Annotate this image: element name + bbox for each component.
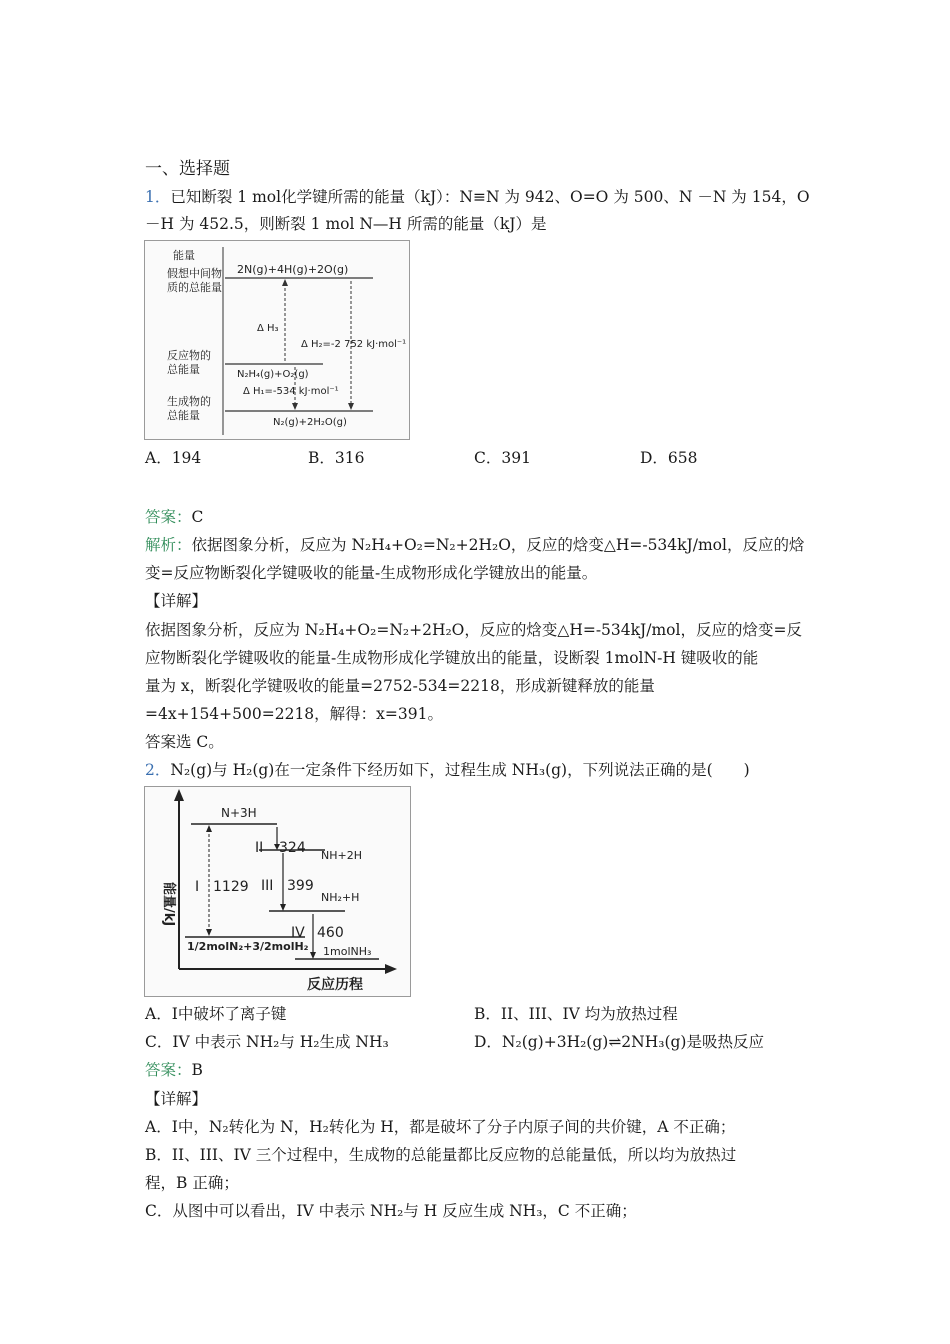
q1-detail-title: 【详解】: [145, 592, 208, 610]
q2-nh-species: NH+2H: [321, 849, 362, 862]
q1-mid-species: N₂H₄(g)+O₂(g): [237, 369, 309, 380]
q1-detail-line4: =4x+154+500=2218，解得：x=391。: [145, 705, 443, 723]
q1-detail-line1: 依据图象分析，反应为 N₂H₄+O₂=N₂+2H₂O，反应的焓变△H=-534kJ/mol，反应的焓变=反: [145, 621, 802, 639]
q2-option-a: A．I中破坏了离子键: [145, 1005, 287, 1023]
q1-left-label-2b: 总能量: [167, 363, 200, 376]
q1-analysis-line2: 变=反应物断裂化学键吸收的能量-生成物形成化学键放出的能量。: [145, 564, 598, 582]
q1-stem-line2: －H 为 452.5，则断裂 1 mol N—H 所需的能量（kJ）是: [145, 215, 547, 233]
q1-option-b: B．316: [308, 449, 365, 467]
q1-dh1-label: Δ H₁=-534 kJ·mol⁻¹: [243, 386, 339, 397]
q2-step2-value: 324: [279, 840, 306, 856]
q2-stem: 2．N₂(g)与 H₂(g)在一定条件下经历如下，过程生成 NH₃(g)，下列说法正确的是( ): [145, 761, 750, 779]
q2-nh2-species: NH₂+H: [321, 891, 360, 904]
q1-left-label-3b: 总能量: [167, 409, 200, 422]
q1-left-label-2a: 反应物的: [167, 349, 211, 362]
q1-y-label: 能量: [173, 249, 195, 262]
q2-step1-value: 1129: [213, 879, 249, 895]
q2-number: 2．: [145, 761, 171, 779]
q2-answer: 答案：B: [145, 1061, 203, 1079]
q2-detail-b2: 程，B 正确；: [145, 1174, 239, 1192]
q1-energy-diagram: [144, 240, 410, 440]
q2-step3-label: III: [261, 878, 274, 894]
q1-stem-line1: 1．已知断裂 1 mol化学键所需的能量（kJ）：N≡N 为 942、O=O 为 500、N －N 为 154，O: [145, 188, 810, 206]
q2-step3-value: 399: [287, 878, 314, 894]
q2-detail-a: A．I中，N₂转化为 N，H₂转化为 H，都是破坏了分子内原子间的共价键，A 不正确；: [145, 1118, 736, 1136]
q2-product-species: 1molNH₃: [323, 945, 372, 958]
q2-bottom-species: 1/2molN₂+3/2molH₂: [187, 940, 309, 953]
q2-option-d: D．N₂(g)+3H₂(g)⇌2NH₃(g)是吸热反应: [474, 1033, 764, 1051]
q1-answer: 答案：C: [145, 508, 204, 526]
q2-detail-c: C．从图中可以看出，IV 中表示 NH₂与 H 反应生成 NH₃，C 不正确；: [145, 1202, 637, 1220]
q2-step4-value: 460: [317, 925, 344, 941]
q1-option-d: D．658: [640, 449, 698, 467]
q1-left-label-1b: 质的总能量: [167, 281, 222, 294]
q1-detail-line5: 答案选 C。: [145, 733, 224, 751]
q1-top-species: 2N(g)+4H(g)+2O(g): [237, 263, 349, 276]
q1-detail-line3: 量为 x，断裂化学键吸收的能量=2752-534=2218，形成新键释放的能量: [145, 677, 655, 695]
q2-y-label: 能量/kJ: [161, 882, 176, 927]
q2-step4-label: IV: [291, 925, 305, 941]
q2-energy-diagram: [144, 786, 411, 997]
q2-detail-b1: B．II、III、IV 三个过程中，生成物的总能量都比反应物的总能量低，所以均为放热过: [145, 1146, 737, 1164]
q2-step1-label: I: [195, 879, 200, 895]
q2-detail-title: 【详解】: [145, 1090, 208, 1108]
q1-number: 1．: [145, 188, 171, 206]
q2-top-species: N+3H: [221, 806, 257, 820]
q2-option-c: C．IV 中表示 NH₂与 H₂生成 NH₃: [145, 1033, 389, 1051]
q1-dh3-label: Δ H₃: [257, 323, 279, 334]
q1-left-label-3a: 生成物的: [167, 395, 211, 408]
q1-dh2-label: Δ H₂=-2 752 kJ·mol⁻¹: [301, 339, 407, 350]
section-title: 一、选择题: [145, 159, 230, 179]
q2-option-b: B．II、III、IV 均为放热过程: [474, 1005, 678, 1023]
q1-detail-line2: 应物断裂化学键吸收的能量-生成物形成化学键放出的能量，设断裂 1molN-H 键吸收的能: [145, 649, 759, 667]
q1-bottom-species: N₂(g)+2H₂O(g): [273, 417, 347, 428]
q2-step2-label: II: [255, 840, 264, 856]
q2-x-label: 反应历程: [307, 977, 363, 993]
q1-option-a: A．194: [145, 449, 202, 467]
q1-analysis-line1: 解析：依据图象分析，反应为 N₂H₄+O₂=N₂+2H₂O，反应的焓变△H=-534kJ/mol，反应的焓: [145, 536, 805, 554]
q1-left-label-1a: 假想中间物: [167, 267, 222, 280]
q1-option-c: C．391: [474, 449, 531, 467]
